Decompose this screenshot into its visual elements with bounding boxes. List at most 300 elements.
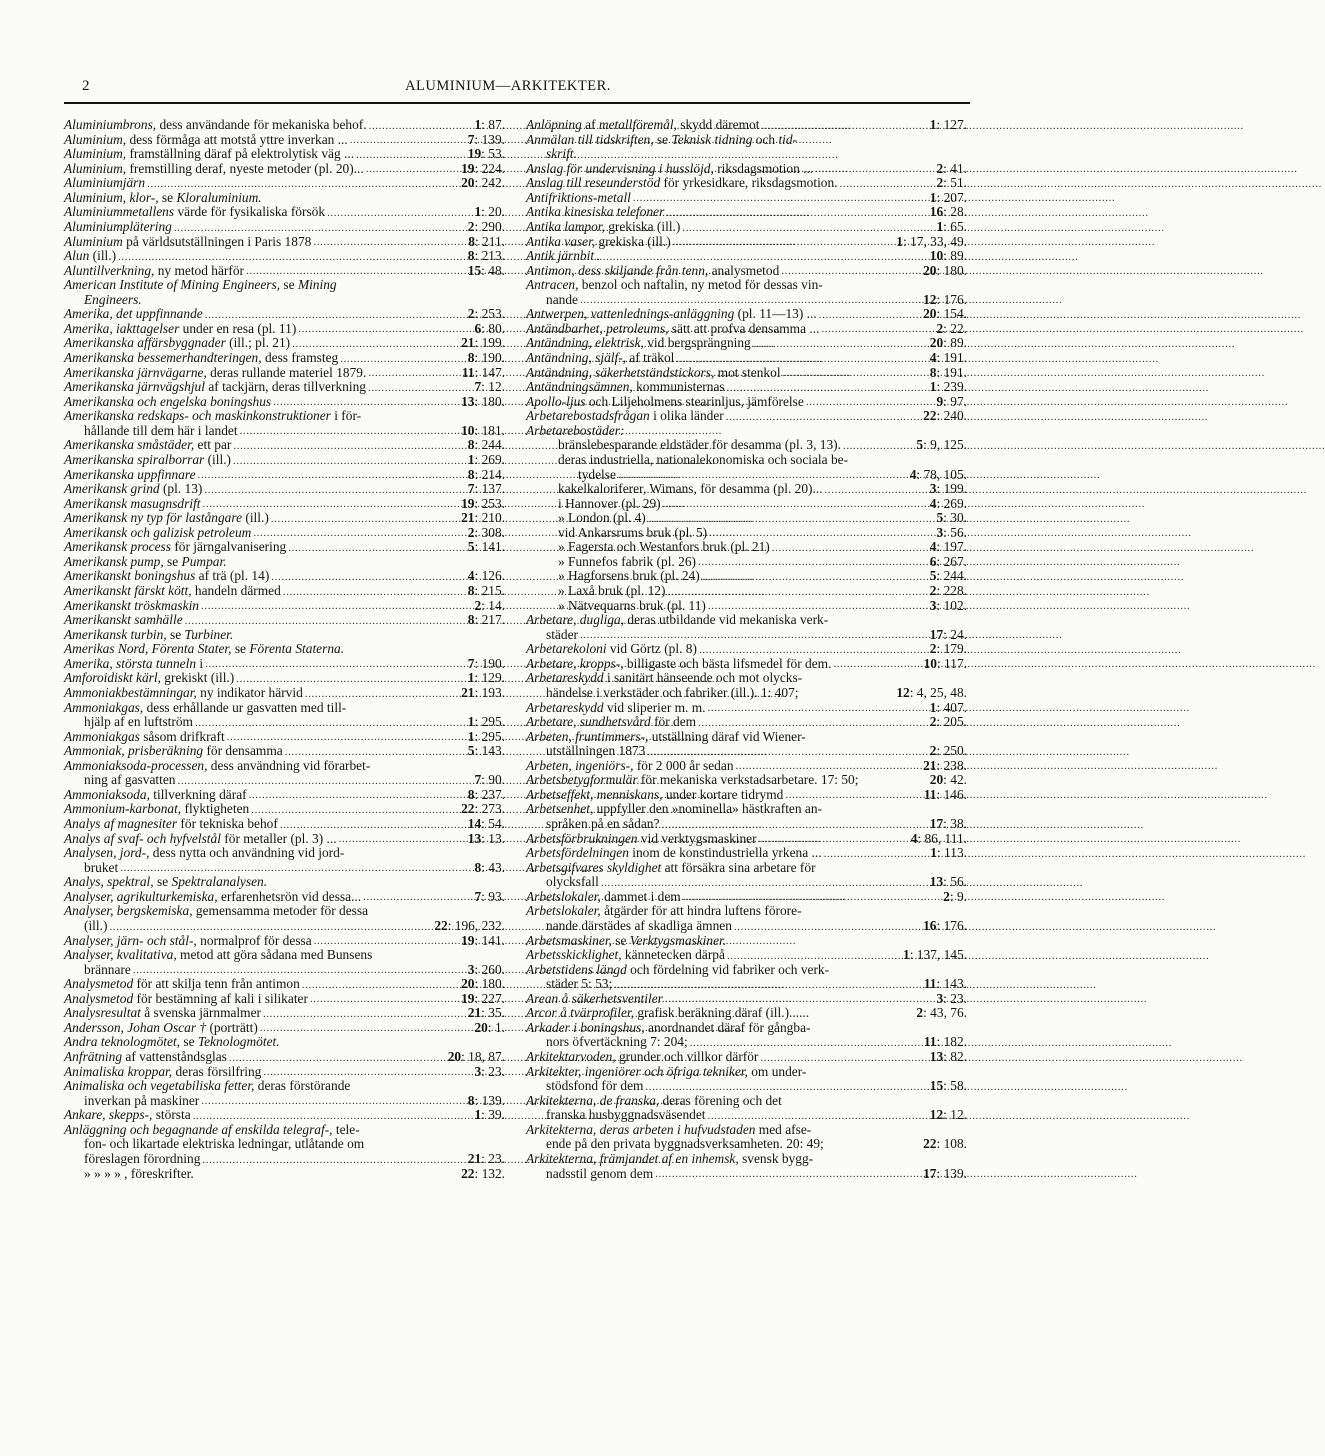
dot-leader xyxy=(661,497,928,511)
entry-description: i för- xyxy=(330,408,362,424)
page-numbers: 102. xyxy=(940,597,967,613)
index-entry xyxy=(526,526,967,541)
entry-keyword: Analysresultat xyxy=(64,1005,141,1021)
entry-text xyxy=(526,322,819,337)
entry-description: (pl. 13) xyxy=(159,481,203,497)
page-numbers: 197. xyxy=(940,539,967,555)
page-numbers: 28. xyxy=(946,204,967,220)
entry-text xyxy=(64,395,271,410)
index-entry xyxy=(64,322,505,337)
dot-leader xyxy=(706,1109,928,1123)
dot-leader xyxy=(227,1051,446,1065)
volume-number: 2 xyxy=(929,583,937,598)
entry-keyword: Amerikanska småstäder, xyxy=(64,437,195,453)
dot-leader xyxy=(664,206,927,220)
volume-page-reference: 2: 205. xyxy=(929,714,967,730)
volume-number: 8 xyxy=(467,350,475,365)
entry-text xyxy=(64,409,361,424)
index-entry xyxy=(64,497,505,512)
dot-leader xyxy=(725,949,901,963)
entry-text xyxy=(64,1035,280,1050)
dot-leader xyxy=(278,818,466,832)
entry-description: för yrkesidkare, riksdagsmotion. xyxy=(660,175,838,191)
volume-number: 1 xyxy=(936,218,944,234)
volume-page-reference: 3: 56. xyxy=(936,524,967,540)
entry-description: för bestämning af kali i silikater xyxy=(133,990,308,1006)
volume-number: 19 xyxy=(461,932,475,948)
entry-text xyxy=(526,759,734,774)
page-numbers: 129. xyxy=(478,670,505,686)
volume-number: 1 xyxy=(929,379,937,395)
entry-description: nadsstil genom dem xyxy=(546,1165,654,1181)
index-entry xyxy=(64,278,505,293)
page-numbers: 182. xyxy=(940,1034,967,1050)
dot-leader xyxy=(244,264,466,278)
entry-description: riksdagsmotion ... xyxy=(713,160,814,176)
entry-text xyxy=(526,904,802,919)
entry-description: franska husbyggnadsväsendet xyxy=(546,1107,706,1123)
page-numbers: 89. xyxy=(946,248,967,264)
dot-leader xyxy=(653,1167,921,1181)
index-entry xyxy=(526,948,967,963)
entry-text xyxy=(526,1152,813,1167)
entry-text xyxy=(526,351,674,366)
volume-page-reference: 5: 244. xyxy=(929,568,967,584)
volume-page-reference: 22: 196, 232. xyxy=(434,917,505,933)
entry-description: med afse- xyxy=(755,1121,812,1137)
entry-text xyxy=(64,628,233,643)
volume-number: 1 xyxy=(929,117,937,132)
entry-text xyxy=(64,934,312,949)
entry-keyword: Analyser, kvalitativa, xyxy=(64,947,177,963)
dot-leader xyxy=(203,308,466,322)
entry-text xyxy=(526,176,838,191)
dot-leader xyxy=(249,803,459,817)
entry-description: om under- xyxy=(747,1063,807,1079)
index-entry xyxy=(526,1006,967,1021)
index-entry xyxy=(64,1079,505,1094)
entry-keyword: Andra teknologmötet, xyxy=(64,1034,181,1050)
entry-text xyxy=(526,1094,782,1109)
page-numbers: 56. xyxy=(946,874,967,890)
page-numbers: 24. xyxy=(946,626,967,642)
entry-description: nors öfvertäckning 7: 204; xyxy=(546,1034,688,1050)
dot-leader xyxy=(681,890,941,904)
dot-leader xyxy=(231,454,466,468)
page-numbers: 180. xyxy=(478,393,505,409)
entry-description: sätt att profva densamma ... xyxy=(668,320,820,336)
page-numbers: 97. xyxy=(946,393,967,409)
page-numbers: 54. xyxy=(484,816,505,831)
page-numbers: 53. xyxy=(484,146,505,162)
entry-text xyxy=(64,977,300,992)
page-numbers: 147. xyxy=(478,364,505,380)
page-numbers: 12. xyxy=(484,379,505,395)
index-entry xyxy=(526,380,967,395)
entry-description: olycksfall xyxy=(546,874,599,890)
entry-description: se xyxy=(153,874,172,890)
page-numbers: 113. xyxy=(940,845,967,861)
page-numbers: 82. xyxy=(946,1049,967,1064)
index-entry xyxy=(526,977,967,992)
entry-description: normalprof för dessa xyxy=(196,932,312,948)
volume-page-reference: 8: 139. xyxy=(467,1092,505,1108)
entry-text xyxy=(64,599,199,614)
entry-keyword: Teknologmötet. xyxy=(197,1034,280,1050)
entry-keyword: Amerikansk ny typ för lastångare xyxy=(64,510,243,526)
volume-page-reference: 7: 90. xyxy=(474,772,505,788)
entry-keyword: Anslag för undervisning i husslöjd, xyxy=(526,160,714,176)
dot-leader xyxy=(311,235,466,249)
entry-keyword: Analysen, jord-, xyxy=(64,845,150,861)
entry-description: inom de konstindustriella yrkena ... xyxy=(628,845,822,861)
page-numbers: 87. xyxy=(484,117,505,132)
entry-keyword: Arbetseffekt, menniskans, xyxy=(526,786,663,802)
page-numbers: 207. xyxy=(940,189,967,205)
entry-text xyxy=(526,613,828,628)
page-numbers: 43. xyxy=(484,859,505,875)
entry-text xyxy=(64,613,183,628)
entry-keyword: Antändning, säkerhetständstickors, xyxy=(526,364,715,380)
volume-number: 20 xyxy=(929,772,944,788)
volume-number: 11 xyxy=(923,1034,937,1050)
entry-keyword: metallföremål, xyxy=(598,117,677,132)
volume-page-reference: 10: 117. xyxy=(923,655,967,671)
entry-text xyxy=(64,322,296,337)
entry-description: » Fagersta och Westanfors bruk (pl. 21) xyxy=(558,539,770,555)
volume-page-reference: 5: 143. xyxy=(467,743,505,759)
dot-leader xyxy=(819,322,934,336)
page-numbers: 139. xyxy=(478,131,505,147)
volume-number: 4 xyxy=(909,466,917,482)
dot-leader xyxy=(697,643,928,657)
entry-description: under kortare tidrymd xyxy=(662,786,784,802)
entry-text xyxy=(64,497,201,512)
entry-keyword: Animaliska kroppar, xyxy=(64,1063,173,1079)
volume-page-reference: 2: 179. xyxy=(929,641,967,657)
entry-description: » » » » , föreskrifter. xyxy=(84,1165,194,1181)
entry-description: handeln därmed xyxy=(191,583,281,598)
entry-keyword: Ammoniaksoda, xyxy=(64,786,150,802)
dot-leader xyxy=(841,439,914,453)
volume-page-reference: 17: 24. xyxy=(929,626,967,642)
volume-page-reference: 5: 9, 125. xyxy=(916,437,967,453)
entry-description: gemensamma metoder för dessa xyxy=(192,903,369,919)
entry-text xyxy=(526,526,707,541)
entry-keyword: Amerikanska och engelska boningshus xyxy=(64,393,272,409)
entry-text xyxy=(64,366,366,381)
index-entry xyxy=(526,205,967,220)
entry-description: benzol och naftalin, ny metod för dessas vin- xyxy=(578,277,823,293)
entry-description: af träkol xyxy=(626,350,675,365)
entry-description: att försäkra sina arbetare för xyxy=(661,859,816,875)
entry-description: i olika länder xyxy=(649,408,724,424)
entry-text xyxy=(64,642,344,657)
volume-number: 8 xyxy=(467,466,475,482)
dot-leader xyxy=(201,497,460,511)
entry-text xyxy=(64,832,337,847)
entry-text xyxy=(526,220,680,235)
volume-page-reference: 21: 238. xyxy=(923,757,967,773)
entry-text xyxy=(526,861,816,876)
index-entry xyxy=(64,336,505,351)
volume-number: 1 xyxy=(896,233,903,249)
page-numbers: 211. xyxy=(478,233,505,249)
dot-leader xyxy=(308,992,459,1006)
entry-keyword: Analyser, järn- och stål-, xyxy=(64,932,197,948)
volume-number: 13 xyxy=(461,393,475,409)
entry-text xyxy=(526,628,578,643)
entry-description: uppfyller den »nominella» hästkraften an- xyxy=(593,801,822,817)
entry-description: brännare xyxy=(84,961,131,977)
entry-text xyxy=(526,293,578,308)
entry-keyword: Arbetareskydd xyxy=(526,699,604,715)
page-numbers: 295. xyxy=(478,714,505,730)
entry-description: vid bergsprängning xyxy=(643,335,751,351)
entry-description: å svenska järnmalmer xyxy=(140,1005,261,1021)
entry-text xyxy=(526,278,823,293)
entry-keyword: Arbetarekoloni xyxy=(526,641,607,657)
dot-leader xyxy=(674,352,927,366)
entry-description: tydelse xyxy=(578,466,616,482)
page-numbers: 199. xyxy=(478,335,505,351)
volume-number: 6 xyxy=(474,320,482,336)
index-entry xyxy=(64,890,505,905)
volume-page-reference: 11: 146. xyxy=(923,786,967,802)
entry-description: nande xyxy=(546,291,578,307)
dot-leader xyxy=(366,366,460,380)
entry-text xyxy=(64,1079,350,1094)
entry-keyword: Arkader i boningshus, xyxy=(526,1019,645,1035)
entry-text xyxy=(64,919,107,934)
page-numbers: 237. xyxy=(478,786,505,802)
volume-number: 19 xyxy=(461,990,475,1006)
volume-page-reference: 8: 43. xyxy=(474,859,505,875)
page-numbers: 267. xyxy=(940,553,967,569)
page-numbers: 215. xyxy=(478,583,505,598)
index-entry xyxy=(64,1123,505,1138)
entry-text xyxy=(526,133,797,148)
volume-page-reference: 17: 38. xyxy=(929,816,967,831)
page-numbers: 86, 111. xyxy=(921,830,967,846)
volume-page-reference: 2: 51. xyxy=(936,175,967,191)
entry-text xyxy=(64,875,267,890)
index-entry xyxy=(526,162,967,177)
volume-number: 3 xyxy=(474,1063,482,1079)
volume-number: 3 xyxy=(467,961,475,977)
entry-keyword: Turbiner. xyxy=(184,626,234,642)
entry-description: grekiska (ill.) xyxy=(595,233,671,249)
entry-description: för metaller (pl. 3) ... xyxy=(220,830,337,846)
volume-number: 4 xyxy=(929,539,937,555)
page-numbers: 137. xyxy=(478,481,505,497)
index-entry xyxy=(526,366,967,381)
entry-keyword: Amerikanska järnvägarne, xyxy=(64,364,207,380)
entry-text xyxy=(526,701,706,716)
index-entry xyxy=(526,802,967,817)
entry-description: åtgärder för att hindra luftens förore- xyxy=(600,903,802,919)
index-entry xyxy=(526,992,967,1007)
dot-leader xyxy=(296,322,472,336)
entry-keyword: Amerikansk grind xyxy=(64,481,160,497)
entry-text xyxy=(64,205,325,220)
volume-number: 20 xyxy=(461,976,475,992)
entry-text xyxy=(64,555,227,570)
page-numbers: 190. xyxy=(478,655,505,671)
volume-page-reference: 2: 253. xyxy=(467,306,505,322)
volume-page-reference: 2: 22. xyxy=(936,320,967,336)
volume-page-reference: 15: 48. xyxy=(467,262,505,278)
entry-description: ett par xyxy=(194,437,232,453)
volume-page-reference: 2: 308. xyxy=(467,524,505,540)
page-numbers: 224. xyxy=(478,160,505,176)
entry-keyword: Amerikansk masugnsdrift xyxy=(64,495,201,511)
volume-page-reference: 3: 23. xyxy=(936,990,967,1006)
entry-description: ende på den privata byggnadsverksamheten. 20: 49; xyxy=(546,1136,824,1152)
page-numbers: 227. xyxy=(478,990,505,1006)
entry-text xyxy=(526,671,802,686)
volume-page-reference: 4: 191. xyxy=(929,350,967,365)
entry-description: städer 5: 53; xyxy=(546,976,613,992)
index-entry xyxy=(526,176,967,191)
entry-text xyxy=(64,1152,200,1167)
entry-keyword: Ammoniak, prisberäkning xyxy=(64,743,204,759)
entry-description: (ill.) xyxy=(242,510,269,526)
page-numbers: 35. xyxy=(484,1005,505,1021)
volume-page-reference: 12: 4, 25, 48. xyxy=(896,684,967,700)
entry-keyword: Arbetstidens längd xyxy=(526,961,627,977)
entry-description: nande därstädes af skadliga ämnen xyxy=(546,917,732,933)
entry-description: grekiska (ill.) xyxy=(604,218,681,234)
page-numbers: 205. xyxy=(940,714,967,730)
volume-page-reference: 13: 180. xyxy=(461,393,505,409)
volume-page-reference: 19: 224. xyxy=(461,160,505,176)
index-entry xyxy=(64,744,505,759)
index-entry xyxy=(64,875,505,890)
volume-page-reference: 2: 228. xyxy=(929,583,967,598)
index-entry xyxy=(526,657,967,672)
entry-description: fremstilling deraf, nyeste metoder (pl. 20)... xyxy=(126,160,364,176)
dot-leader xyxy=(645,745,927,759)
index-entry xyxy=(526,1137,967,1152)
dot-leader xyxy=(724,410,921,424)
volume-number: 12 xyxy=(896,684,910,700)
index-entry xyxy=(526,322,967,337)
page-numbers: 127. xyxy=(940,117,967,132)
index-entry xyxy=(64,832,505,847)
page-numbers: 90. xyxy=(484,772,505,788)
volume-page-reference: 2: 290. xyxy=(467,218,505,234)
dot-leader xyxy=(758,1051,927,1065)
index-entry xyxy=(526,351,967,366)
index-entry xyxy=(526,686,967,701)
entry-keyword: Animaliska och vegetabiliska fetter, xyxy=(64,1078,255,1094)
volume-page-reference: 8: 211. xyxy=(468,233,505,249)
volume-number: 12 xyxy=(929,1107,944,1123)
volume-page-reference: 4: 78, 105. xyxy=(909,466,967,482)
entry-description: billigaste och bästa lifsmedel för dem. xyxy=(623,655,832,671)
entry-text xyxy=(526,1108,706,1123)
volume-page-reference: 1: 39. xyxy=(474,1107,505,1123)
volume-page-reference: 10: 89. xyxy=(929,248,967,264)
volume-page-reference: 4: 126. xyxy=(467,568,505,584)
entry-text xyxy=(526,468,616,483)
volume-page-reference: 22: 273. xyxy=(461,801,505,817)
volume-page-reference: 1: 407. xyxy=(929,699,967,715)
index-entry xyxy=(526,817,967,832)
volume-number: 10 xyxy=(929,248,944,264)
entry-text xyxy=(64,424,238,439)
volume-number: 20 xyxy=(447,1049,462,1064)
volume-page-reference: 1: 65. xyxy=(936,218,967,234)
entry-description: vid sliperier m. m. xyxy=(603,699,706,715)
entry-text xyxy=(64,220,172,235)
volume-number: 8 xyxy=(467,786,475,802)
entry-text xyxy=(64,1094,199,1109)
volume-number: 1 xyxy=(474,204,482,220)
entry-keyword: Amerikansk pump, xyxy=(64,553,164,569)
entry-text xyxy=(526,409,724,424)
entry-keyword: skrift. xyxy=(546,146,577,162)
entry-text xyxy=(64,1006,261,1021)
dot-leader xyxy=(781,366,928,380)
dot-leader xyxy=(734,759,922,773)
page-numbers: 295. xyxy=(478,728,505,744)
index-entry xyxy=(64,904,505,919)
index-entry xyxy=(526,118,967,133)
volume-page-reference: 20: 89. xyxy=(929,335,967,351)
entry-keyword: Amerikanska affärsbyggnader xyxy=(64,335,226,351)
entry-description: för dem xyxy=(650,714,697,730)
entry-description: dess förmåga att motstå yttre inverkan ... xyxy=(126,131,348,147)
entry-description: deras förstörande xyxy=(254,1078,351,1094)
dot-leader xyxy=(234,672,466,686)
dot-leader xyxy=(688,1036,922,1050)
index-entry xyxy=(526,147,967,162)
dot-leader xyxy=(646,512,935,526)
entry-text xyxy=(64,1167,194,1182)
dot-leader xyxy=(269,570,465,584)
entry-keyword: Arkitekterna, de franska, xyxy=(526,1092,660,1108)
index-entry xyxy=(64,788,505,803)
entry-keyword: Amerika, iakttagelser xyxy=(64,320,180,336)
dot-leader xyxy=(366,381,473,395)
page-numbers: 193. xyxy=(478,684,505,700)
page-numbers: 80. xyxy=(484,320,505,336)
dot-leader xyxy=(659,818,927,832)
page-numbers: 139. xyxy=(940,1165,967,1181)
dot-leader xyxy=(696,716,928,730)
dot-leader xyxy=(172,221,466,235)
entry-text xyxy=(64,730,225,745)
entry-keyword: Verktygsmaskiner. xyxy=(629,932,727,948)
index-entry xyxy=(526,1167,967,1182)
volume-page-reference: 22: 108. xyxy=(923,1136,967,1152)
entry-text xyxy=(64,1137,364,1152)
dot-leader xyxy=(231,439,465,453)
index-entry xyxy=(64,409,505,424)
entry-description: anordnandet däraf för gångba- xyxy=(644,1019,811,1035)
page-numbers: 139. xyxy=(478,1092,505,1108)
volume-number: 8 xyxy=(467,612,475,628)
volume-number: 20 xyxy=(923,306,937,322)
volume-number: 1 xyxy=(929,699,937,715)
index-entry xyxy=(526,1079,967,1094)
page-numbers: 93. xyxy=(484,888,505,904)
index-entry xyxy=(526,701,967,716)
entry-description: händelse i verkstäder och fabriker (ill.). 1: 407; xyxy=(546,684,799,700)
entry-description: framställning däraf på elektrolytisk väg ... xyxy=(126,146,355,162)
